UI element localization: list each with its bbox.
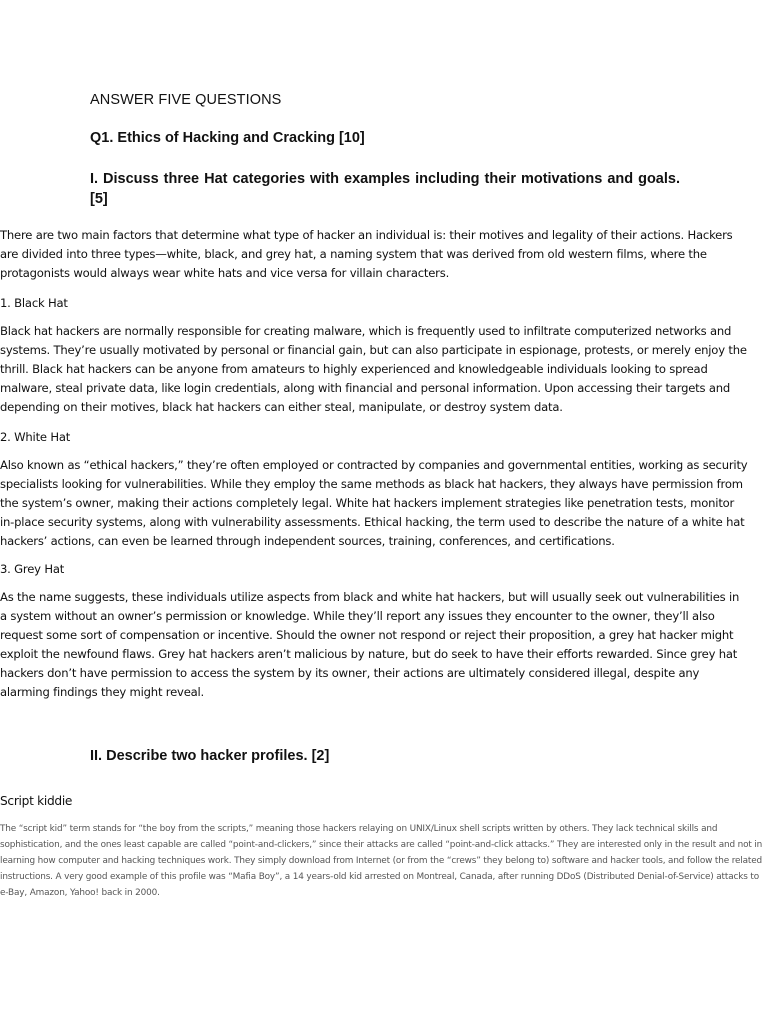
question-title: Q1. Ethics of Hacking and Cracking [10] xyxy=(90,130,365,146)
grey-hat-label: 3. Grey Hat xyxy=(0,562,65,576)
intro-paragraph: There are two main factors that determine what type of hacker an individual is: their motives and legality of their actions. Hackers are divided into three types—white, black, and grey hat, a naming system that was derived from old western films, where the protagonists would always wear white hats and vice versa for villain characters. xyxy=(0,228,733,280)
script-kiddie-label: Script kiddie xyxy=(0,794,73,808)
white-hat-paragraph: Also known as “ethical hackers,” they’re often employed or contracted by companies and governmental entities, working as security specialists looking for vulnerabilities. While they employ the same methods as black hat hackers, they always have permission from the system’s owner, making their actions completely legal. White hat hackers implement strategies like penetration tests, monitor in-place security systems, along with vulnerability assessments. Ethical hacking, the term used to describe the nature of a white hat hackers’ actions, can even be learned through independent sources, training, conferences, and certifications. xyxy=(0,458,748,548)
script-kiddie-paragraph: The “script kid” term stands for “the boy from the scripts,” meaning those hackers relaying on UNIX/Linux shell scripts written by others. They lack technical skills and sophistication, and the ones least capable are called “point-and-clickers,” since their attacks are called “point-and-click attacks.” They are interested only in the result and not in learning how computer and hacking techniques work. They simply download from Internet (or from the “crews” they belong to) software and hacker tools, and follow the related instructions. A very good example of this profile was “Mafia Boy”, a 14 years-old kid arrested on Montreal, Canada, after running DDoS (Distributed Denial-of-Service) attacks to e-Bay, Amazon, Yahoo! back in 2000. xyxy=(0,824,763,898)
grey-hat-paragraph: As the name suggests, these individuals utilize aspects from black and white hat hackers, but will usually seek out vulnerabilities in a system without an owner’s permission or knowledge. While they’ll report any issues they encounter to the owner, they’ll also request some sort of compensation or incentive. Should the owner not respond or reject their proposition, a grey hat hacker might exploit the newfound flaws. Grey hat hackers aren’t malicious by nature, but do seek to have their efforts rewarded. Since grey hat hackers don’t have permission to access the system by its owner, their actions are ultimately considered illegal, despite any alarming findings they might reveal. xyxy=(0,590,740,699)
black-hat-label: 1. Black Hat xyxy=(0,296,68,310)
white-hat-label: 2. White Hat xyxy=(0,430,71,444)
part2-title: II. Describe two hacker profiles. [2] xyxy=(90,748,330,764)
part1-title: I. Discuss three Hat categories with examples including their motivations and goals. [5] xyxy=(90,171,680,207)
instruction-heading: ANSWER FIVE QUESTIONS xyxy=(90,92,282,108)
black-hat-paragraph: Black hat hackers are normally responsible for creating malware, which is frequently used to infiltrate computerized networks and systems. They’re usually motivated by personal or financial gain, but can also participate in espionage, protests, or merely enjoy the thrill. Black hat hackers can be anyone from amateurs to highly experienced and knowledgeable individuals looking to spread malware, steal private data, like login credentials, along with financial and personal information. Upon accessing their targets and depending on their motives, black hat hackers can either steal, manipulate, or destroy system data. xyxy=(0,324,747,414)
